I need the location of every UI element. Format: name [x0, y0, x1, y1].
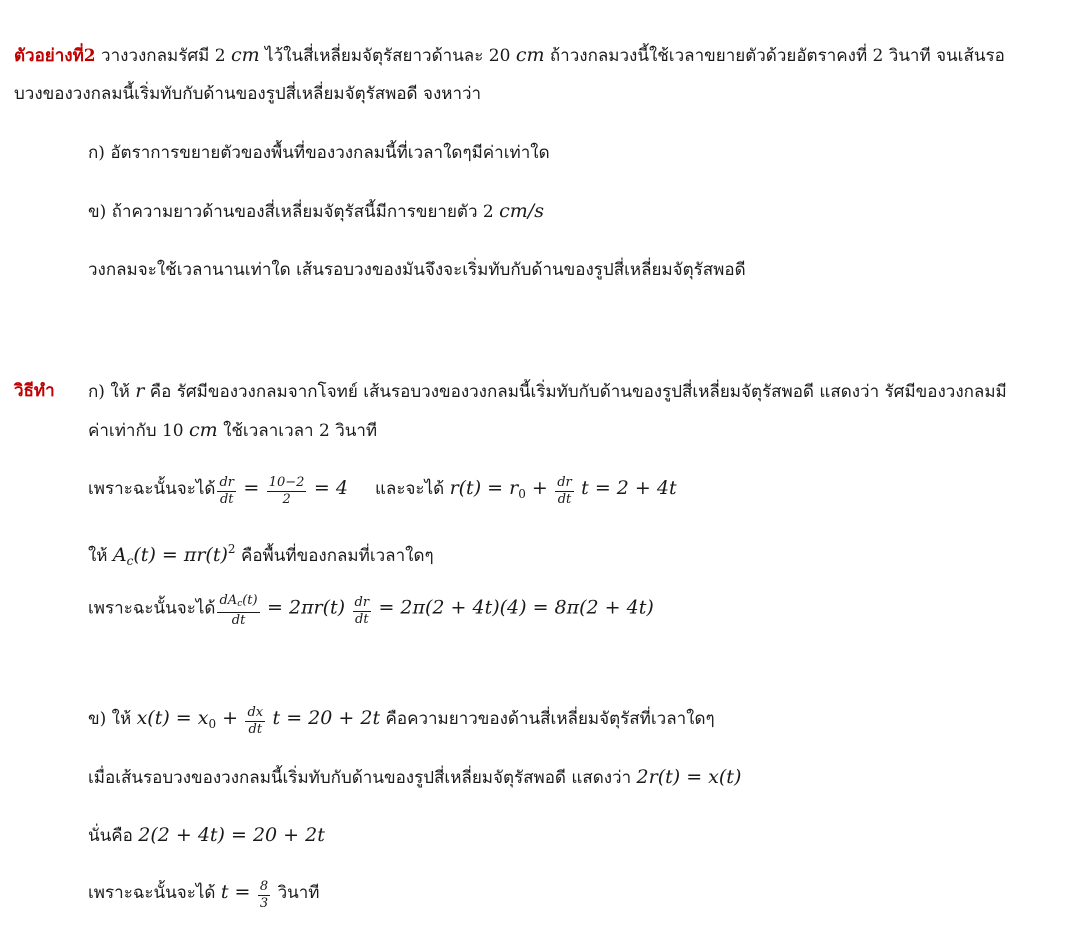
- fraction-dr-dt-3: $\frac{dr}{dt}$: [354, 594, 370, 627]
- part-a-question: ก) อัตราการขยายตัวของพื้นที่ของวงกลมนี้ที่เวลาใดๆมีค่าเท่าใด: [88, 143, 550, 163]
- unit-cm-s: cm/s: [499, 200, 544, 222]
- example-label: ตัวอย่างที่2: [14, 46, 96, 66]
- example-line-2: บวงของวงกลมนี้เริ่มทับกับด้านของรูปสี่เหลี่ยมจัตุรัสพอดี จงหาว่า: [14, 84, 482, 104]
- equation-side-length: [88, 702, 715, 740]
- fraction-dAc-dt: $\frac{dA_c(t)}{dt}$: [219, 593, 258, 628]
- solution-a-line-2: [88, 418, 377, 443]
- area-rate-result: = 2π(2 + 4t)(4) = 8π(2 + 4t): [378, 596, 654, 619]
- b-condition-text: เมื่อเส้นรอบวงของวงกลมนี้เริ่มทับกับด้านของรูปสี่เหลี่ยมจัตุรัสพอดี แสดงว่า: [88, 768, 632, 788]
- solution-line-1: [14, 379, 55, 403]
- side-function: $x(t) = x_0$ +: [136, 707, 239, 731]
- area-definition: [88, 537, 434, 573]
- side-result: t = 20 + 2t: [272, 707, 381, 729]
- unit-cm: cm: [515, 44, 545, 66]
- fraction-dr-dt: $\frac{dr}{dt}$: [219, 475, 235, 507]
- unit-cm: cm: [189, 419, 218, 441]
- example-text-3: ถ้าวงกลมวงนี้ใช้เวลาขยายตัวด้วยอัตราคงที่ 2 วินาที จนเส้นรอ: [549, 46, 1005, 66]
- and-get-text: และจะได้: [374, 479, 445, 499]
- fraction-eight-thirds: $\frac{8}{3}$: [259, 879, 269, 911]
- b-condition-eq: 2r(t) = x(t): [636, 766, 742, 788]
- solution-b-line-3: [88, 823, 325, 848]
- area-symbol: $A_c(t) = \pi r(t)^2$: [112, 542, 236, 568]
- solution-label: วิธีทำ: [14, 381, 55, 401]
- example-line-1: [14, 43, 1005, 68]
- solution-b-line-2: [88, 765, 741, 790]
- equation-rate-radius: เพราะฉะนั้นจะได้ $\frac{dr}{dt}$ = $\frac{10-2}{2}$ = 4 และจะได้ $r(t) = r_0$ + $\frac{dr}{dt}$ t = 2 + 4t: [88, 475, 677, 507]
- solution-b-line-4: [88, 876, 320, 910]
- radius-result: t = 2 + 4t: [581, 477, 677, 499]
- solution-a-let: ก) ให้: [88, 382, 130, 402]
- fraction-dx-dt: $\frac{dx}{dt}$: [247, 705, 264, 737]
- t-equals: t =: [220, 881, 251, 903]
- radius-function: $r(t) = r_0$ +: [449, 477, 548, 501]
- equals-four: = 4: [313, 477, 348, 499]
- b-let-text: ข) ให้: [88, 709, 132, 729]
- part-b-question-1: [88, 199, 544, 224]
- equation-area-rate: [88, 591, 654, 627]
- side-description: คือความยาวของด้านสี่เหลี่ยมจัตุรัสที่เวลาใดๆ: [385, 709, 715, 729]
- seconds-unit: วินาที: [277, 883, 320, 903]
- example-text-2: ไว้ในสี่เหลี่ยมจัตุรัสยาวด้านละ 20: [265, 46, 511, 66]
- area-description: คือพื้นที่ของกลมที่เวลาใดๆ: [240, 546, 434, 566]
- fraction-dr-dt-2: $\frac{dr}{dt}$: [557, 475, 572, 507]
- example-text-1: วางวงกลมรัศมี 2: [101, 46, 226, 66]
- therefore-text: เพราะฉะนั้นจะได้: [88, 883, 216, 903]
- solution-a-text: คือ รัศมีของวงกลมจากโจทย์ เส้นรอบวงของวงกลมนี้เริ่มทับกับด้านของรูปสี่เหลี่ยมจัตุรัสพอดี แสดงว่า รัศมีของวงกลมมี: [149, 382, 1007, 402]
- fraction-ten-minus-two: $\frac{10-2}{2}$: [268, 475, 305, 507]
- var-r: r: [135, 380, 145, 402]
- solution-a-text-3: ใช้เวลาเวลา 2 วินาที: [223, 421, 378, 441]
- solution-a-text-2: ค่าเท่ากับ 10: [88, 421, 184, 441]
- unit-cm: cm: [230, 44, 260, 66]
- area-rate-middle: = 2πr(t): [267, 596, 346, 619]
- b-equation: 2(2 + 4t) = 20 + 2t: [138, 824, 325, 846]
- therefore-text: เพราะฉะนั้นจะได้: [88, 479, 216, 499]
- that-is-text: นั่นคือ: [88, 826, 133, 846]
- part-b-question-2: วงกลมจะใช้เวลานานเท่าใด เส้นรอบวงของมันจึงจะเริ่มทับกับด้านของรูปสี่เหลี่ยมจัตุรัสพอดี: [88, 260, 746, 280]
- therefore-text: เพราะฉะนั้นจะได้: [88, 598, 216, 619]
- part-b-text: ข) ถ้าความยาวด้านของสี่เหลี่ยมจัตุรัสนี้มีการขยายตัว 2: [88, 202, 494, 222]
- solution-a-line-1: [88, 379, 1007, 404]
- let-text: ให้: [88, 546, 108, 566]
